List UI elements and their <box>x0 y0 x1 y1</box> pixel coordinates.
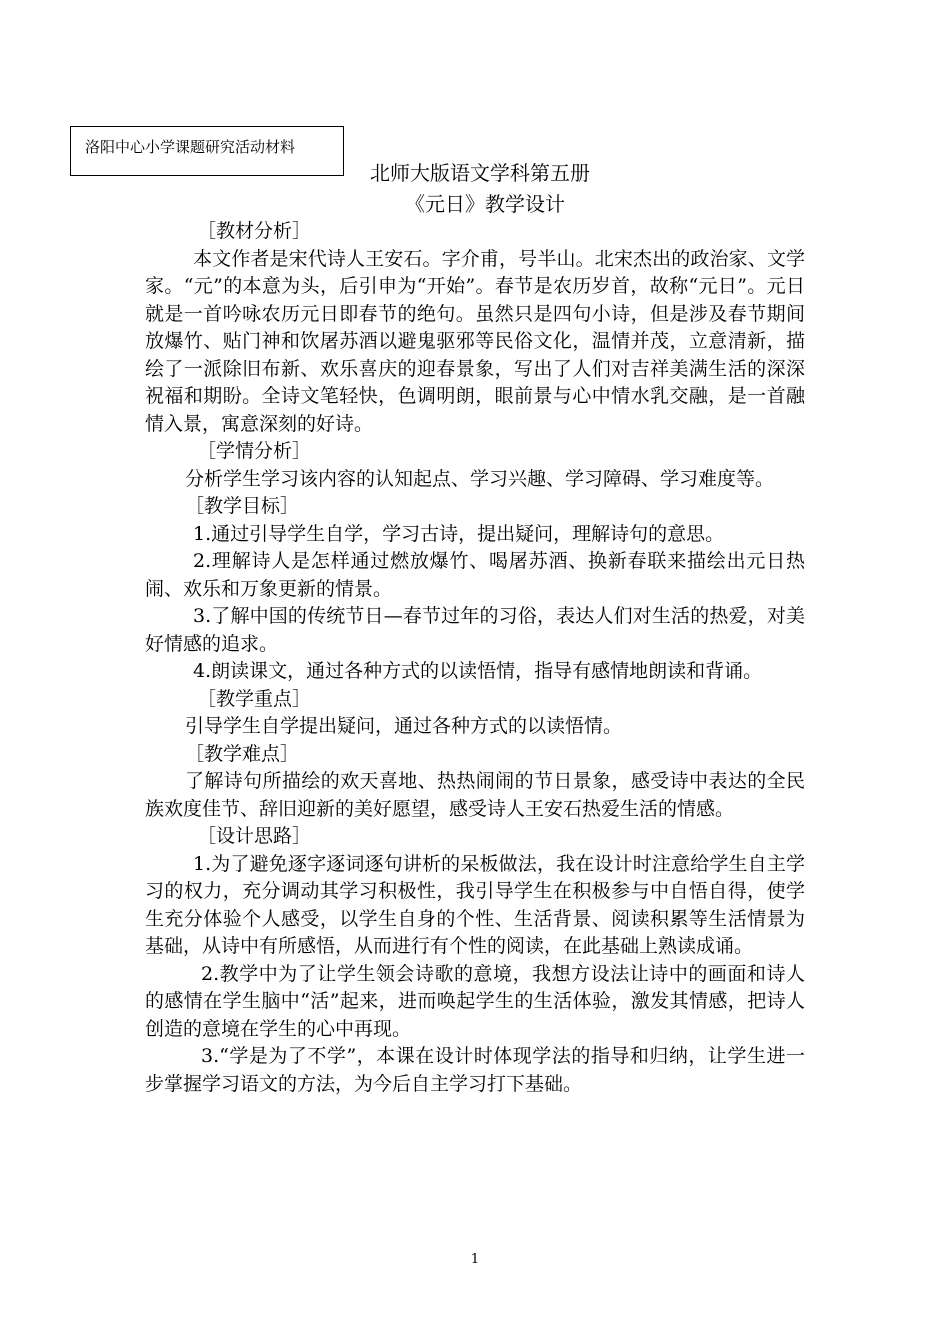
goal-item-2: 2.理解诗人是怎样通过燃放爆竹、喝屠苏酒、换新春联来描绘出元日热闹、欢乐和万象更新的情景。 <box>145 550 805 600</box>
section-body-xueqing: 分析学生学习该内容的认知起点、学习兴趣、学习障碍、学习难度等。 <box>185 467 775 490</box>
design-item-2: 2.教学中为了让学生领会诗歌的意境，我想方设法让诗中的画面和诗人的感情在学生脑中“活”起来，进而唤起学生的生活体验，激发其情感，把诗人创造的意境在学生的心中再现。 <box>145 962 805 1040</box>
goal-item-1: 1.通过引导学生自学，学习古诗，提出疑问，理解诗句的意思。 <box>193 522 725 545</box>
section-heading-nandian: ［教学难点］ <box>185 742 300 765</box>
goal-item-4: 4.朗读课文，通过各种方式的以读悟情，指导有感情地朗读和背诵。 <box>193 660 763 682</box>
section-body-jiaocai: 本文作者是宋代诗人王安石。字介甫，号半山。北宋杰出的政治家、文学家。“元”的本意为头，后引申为“开始”。春节是农历岁首，故称“元日”。元日就是一首吟咏农历元日即春节的绝句。虽然只是四句小诗，但是涉及春节期间放爆竹、贴门神和饮屠苏酒以避鬼驱邪等民俗文化，温情并茂，立意清新，描绘了一派除旧布新、欢乐喜庆的迎春景象，写出了人们对吉祥美满生活的深深祝福和期盼。全诗文笔轻快，色调明朗，眼前景与心中情水乳交融，是一首融情入景，寓意深刻的好诗。 <box>145 247 805 435</box>
design-item-3: 3.“学是为了不学”，本课在设计时体现学法的指导和归纳，让学生进一步掌握学习语文的方法，为今后自主学习打下基础。 <box>145 1045 805 1095</box>
document-body <box>145 218 805 1098</box>
section-body-nandian: 了解诗句所描绘的欢天喜地、热热闹闹的节日景象，感受诗中表达的全民族欢度佳节、辞旧迎新的美好愿望，感受诗人王安石热爱生活的情感。 <box>145 770 805 820</box>
design-item-1: 1.为了避免逐字逐词逐句讲析的呆板做法，我在设计时注意给学生自主学习的权力，充分调动其学习积极性，我引导学生在积极参与中自悟自得，使学生充分体验个人感受，以学生自身的个性、生活背景、阅读积累等生活情景为基础，从诗中有所感悟，从而进行有个性的阅读，在此基础上熟读成诵。 <box>145 852 805 957</box>
section-heading-jiaocai: ［教材分析］ <box>197 220 312 242</box>
section-heading-xueqing: ［学情分析］ <box>197 440 312 462</box>
doc-title-line2: 《元日》教学设计 <box>405 192 565 216</box>
section-body-zhongdian: 引导学生自学提出疑问，通过各种方式的以读悟情。 <box>185 715 623 737</box>
header-box-label: 洛阳中心小学课题研究活动材料 <box>70 126 344 176</box>
section-heading-silu: ［设计思路］ <box>197 825 312 847</box>
goal-item-3: 3.了解中国的传统节日—春节过年的习俗，表达人们对生活的热爱，对美好情感的追求。 <box>145 605 805 655</box>
section-heading-mubiao: ［教学目标］ <box>185 495 300 517</box>
section-heading-zhongdian: ［教学重点］ <box>197 687 312 710</box>
page-number: 1 <box>470 1252 480 1267</box>
doc-title-line1: 北师大版语文学科第五册 <box>370 161 590 185</box>
